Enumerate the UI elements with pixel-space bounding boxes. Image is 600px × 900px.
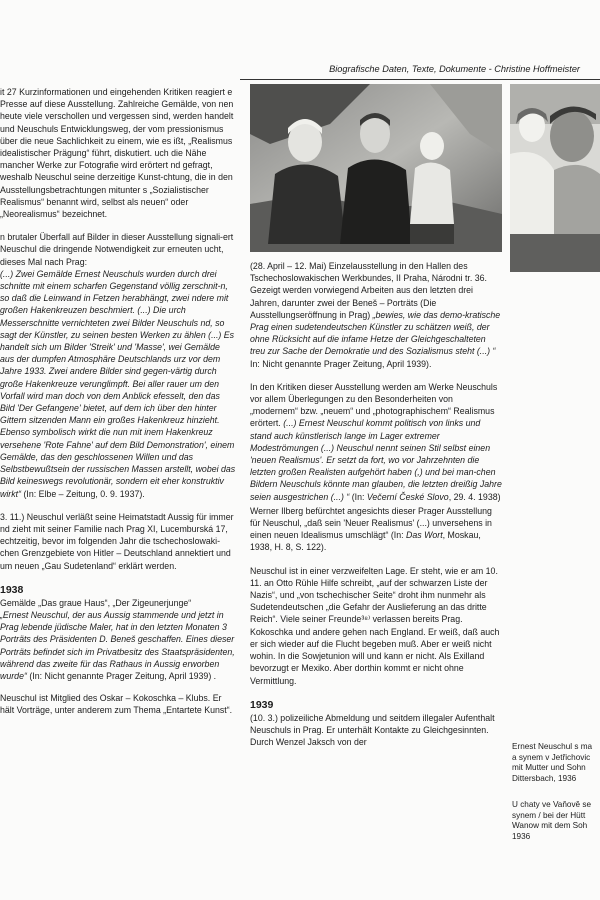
- right-text-column: [250, 260, 502, 759]
- attack-source: (In: Elbe – Zeitung, 0. 9. 1937).: [21, 488, 145, 499]
- caption-line: U chaty ve Vaňově se: [512, 800, 592, 809]
- ilberg-source-title: Das Wort: [406, 530, 443, 541]
- caption-father-son-photo: [512, 800, 600, 842]
- critiques-source-title: Večerní České Slovo: [366, 491, 449, 502]
- critiques-text: In den Kritiken dieser Ausstellung werden am Werke Neuschuls vor allem Überlegungen zu den Besonderheiten von „modernem“ bzw. „neuem“ und „photographischem“ Realismus erörtert.: [250, 381, 498, 429]
- paragraph-attack: [0, 231, 236, 499]
- caption-line: mit Mutter und Sohn: [512, 763, 586, 772]
- caption-line: synem / bei der Hütt: [512, 810, 586, 820]
- paragraph-critiques: [250, 381, 502, 503]
- family-photo-icon: [250, 84, 502, 252]
- paragraph-kokoschka-club: Neuschul ist Mitglied des Oskar – Kokoschka – Klubs. Er hält Vorträge, unter anderem zum Thema „Entartete Kunst“.: [0, 693, 233, 716]
- paragraph-paintings-1938: [0, 597, 236, 682]
- year-heading-1939: 1939: [250, 698, 274, 711]
- prague-exhibition-quote: „bewies, wie das demo-kratische Prag einen sudetendeutschen Künstler zu schätzen weiß, der ohne Rücksicht auf die infame Hetze der Gleichgeschalteten treu zur Sache der Demokratie und des Sozialismus steht (...) “: [250, 309, 501, 357]
- paragraph-exhibition-reviews: it 27 Kurzinformationen und eingehenden Kritiken reagiert e Presse auf diese Ausstellung. Zahlreiche Gemälde, von nen heute viele verschollen und vergessen sind, werden handelt und Neuschuls Entwicklungsweg, der vom pressionismus über die neue Sachlichkeit zu einem, wie es ißt, „Realismus idealistischer Prägung“ führt, diskutiert. uch die Nähe mancher Werke zur Fotografie wird erörtert nd gefragt, weshalb Neuschul seine derzeitige Kunst-chtung, die in den Ausstellungsbetrachtungen mitunter s „Sozialistischer Realismus“ benannt wird, selbst als neuen“ oder „Neorealismus“ bezeichnet.: [0, 87, 234, 220]
- caption-line: Dittersbach, 1936: [512, 773, 577, 783]
- running-title: Biografische Daten, Texte, Dokumente - Christine Hoffmeister: [329, 64, 580, 74]
- caption-line: 1936: [512, 831, 531, 841]
- attack-intro: n brutaler Überfall auf Bilder in dieser Ausstellung signali-ert Neuschul die dringende Notwendigkeit zur erneuten ucht, dieses Mal nach Prag:: [0, 232, 234, 267]
- paintings-1938-intro: Gemälde „Das graue Haus“, „Der Zigeunerjunge“: [0, 597, 192, 608]
- left-text-column: [0, 86, 236, 728]
- paragraph-leaves-aussig: 3. 11.) Neuschul verläßt seine Heimatstadt Aussig für immer nd zieht mit seiner Familie nach Prag XI, Lucemburská 17, echtzeitig, bevor im folgenden Jahr die tschechoslowaki-chen Grenzgebiete von Hitler – Deutschland annektiert und um neuen „Gau Sudetenland“ erklärt werden.: [0, 511, 234, 571]
- ilberg-source-details: , Moskau, 1938, H. 8, S. 122).: [250, 530, 481, 553]
- father-son-photo-icon: [510, 84, 600, 272]
- paragraph-ilberg: [250, 505, 502, 554]
- attack-quote: (...) Zwei Gemälde Ernest Neuschuls wurden durch drei schnitte mit einem scharfen Gegenstand völlig zerschnit-n, so daß die Leinwand in Fetzen herabhängt, zwei ndere mit großen Hakenkreuzen beschmiert. (...) Die urch Messerschnitte vernichteten zwei Bilder Neuschuls nd, so sagt der Künstler, zu seinen besten Werken zu ählen (...) Es handelt sich um Bilder 'Streik' und 'Masse', wei Gemälde aus der dumpfen Atmosphäre Deutschlands urz vor dem Jahre 1933. Zwei andere Bilder sind gegen-värtig durch große Hakenkreuze verunglimpft. Bei aller rauer um den Vorfall wird man doch von dem Anblick efesselt, den das Bild 'Der Gefangene' bietet, auf dem ich über den hinter Gittern sitzenden Mann ein großes Hakenkreuz hinzieht. Ebenso symbolisch wirkt die nun mit inem Hakenkreuz versehene 'Rote Fahne' auf dem Bild Demonstration', einem Gemälde, das den geschlossenen Willen und das Selbstbewußtsein der russischen Massen arstellt, wobei das Bild keineswegs revolutionär, sondern eit eher konstruktiv wirkt“: [0, 268, 236, 499]
- running-header: [240, 60, 600, 80]
- benes-portraits-quote: „Ernest Neuschul, der aus Aussig stammende und jetzt in Prag lebende jüdische Maler, hat in den letzten Monaten 3 Porträts des Präsidenten D. Beneš geschaffen. Eines dieser Porträts befindet sich im Privatbesitz des Staatspräsidenten, während das zweite für das Rathaus in Aussig erworben wurde“: [0, 609, 235, 681]
- critiques-source-date: , 29. 4. 1938): [448, 491, 501, 502]
- paragraph-police-deregistration: (10. 3.) polizeiliche Abmeldung und seitdem illegaler Aufenthalt Neuschuls in Prag. Er unterhält Kontakte zu Gleichgesinnten. Durch Wenzel Jaksch von der: [250, 712, 495, 748]
- prague-exhibition-source: In: Nicht genannte Prager Zeitung, April 1939).: [250, 358, 432, 369]
- critiques-quote: (...) Ernest Neuschul kommt politisch von links und stand auch künstlerisch lange im Lager extremer Modeströmungen (...) Neuschul nennt seinen Stil selbst einen 'neuen Realismus'. Er setzt da fort, wo vor Jahrzehnten die letzten großen Realisten aufgehört haben (,) und bei man-chen Bildern Neuschuls könnte man glauben, die letzten dreißig Jahre seien ausgestrichen (...) “: [250, 418, 502, 502]
- caption-line: a synem v Jetřichovic: [512, 752, 591, 762]
- caption-line: Wanow mit dem Soh: [512, 821, 588, 830]
- prague-exhibition-text: (28. April – 12. Mai) Einzelausstellung in den Hallen des Tschechoslowakischen Werkbundes, II Praha, Národni tr. 36. Gezeigt werden vorwiegend Arbeiten aus den letzten drei Jahren, darunter zwei der Beneš – Porträts (Die Ausstellungseröffnung in Prag): [250, 261, 487, 320]
- caption-line: Ernest Neuschul s ma: [512, 742, 593, 751]
- father-son-photo: [510, 84, 600, 272]
- paragraph-desperate-situation: Neuschul ist in einer verzweifelten Lage. Er steht, wie er am 10. 11. an Otto Rühle Hilfe schreibt, „auf der schwarzen Liste der Nazis“, und „von tschechischer Seite“ droht ihm nunmehr als Sudetendeutschen „die Gefahr der Auslieferung an das dritte Reich“. Viele seiner Freunde³⁸⁾ verlassen bereits Prag. Kokoschka und andere gehen nach England. Er weiß, daß auch er sich wieder auf die Flucht begeben muß. Aber er weiß nicht wohin. In die Sowjetunion will und kann er nicht. Als Exilland bevorzugt er Mexiko. Aber dorthin kommt er nicht ohne Vermittlung.: [250, 565, 500, 686]
- ilberg-text: Werner Ilberg befürchtet angesichts dieser Prager Ausstellung für Neuschul, „daß sein 'Neuer Realismus' (...) unversehens in einen neuen Idealismus umschlägt“ (In:: [250, 505, 492, 541]
- caption-family-photo: [512, 742, 600, 784]
- critiques-source-prefix: (In:: [349, 491, 367, 502]
- header-rule: [240, 79, 600, 80]
- family-photo: [250, 84, 502, 252]
- paragraph-prague-exhibition: [250, 260, 502, 370]
- benes-portraits-source: (In: Nicht genannte Prager Zeitung, April 1939) .: [26, 670, 217, 681]
- year-heading-1938: 1938: [0, 583, 24, 596]
